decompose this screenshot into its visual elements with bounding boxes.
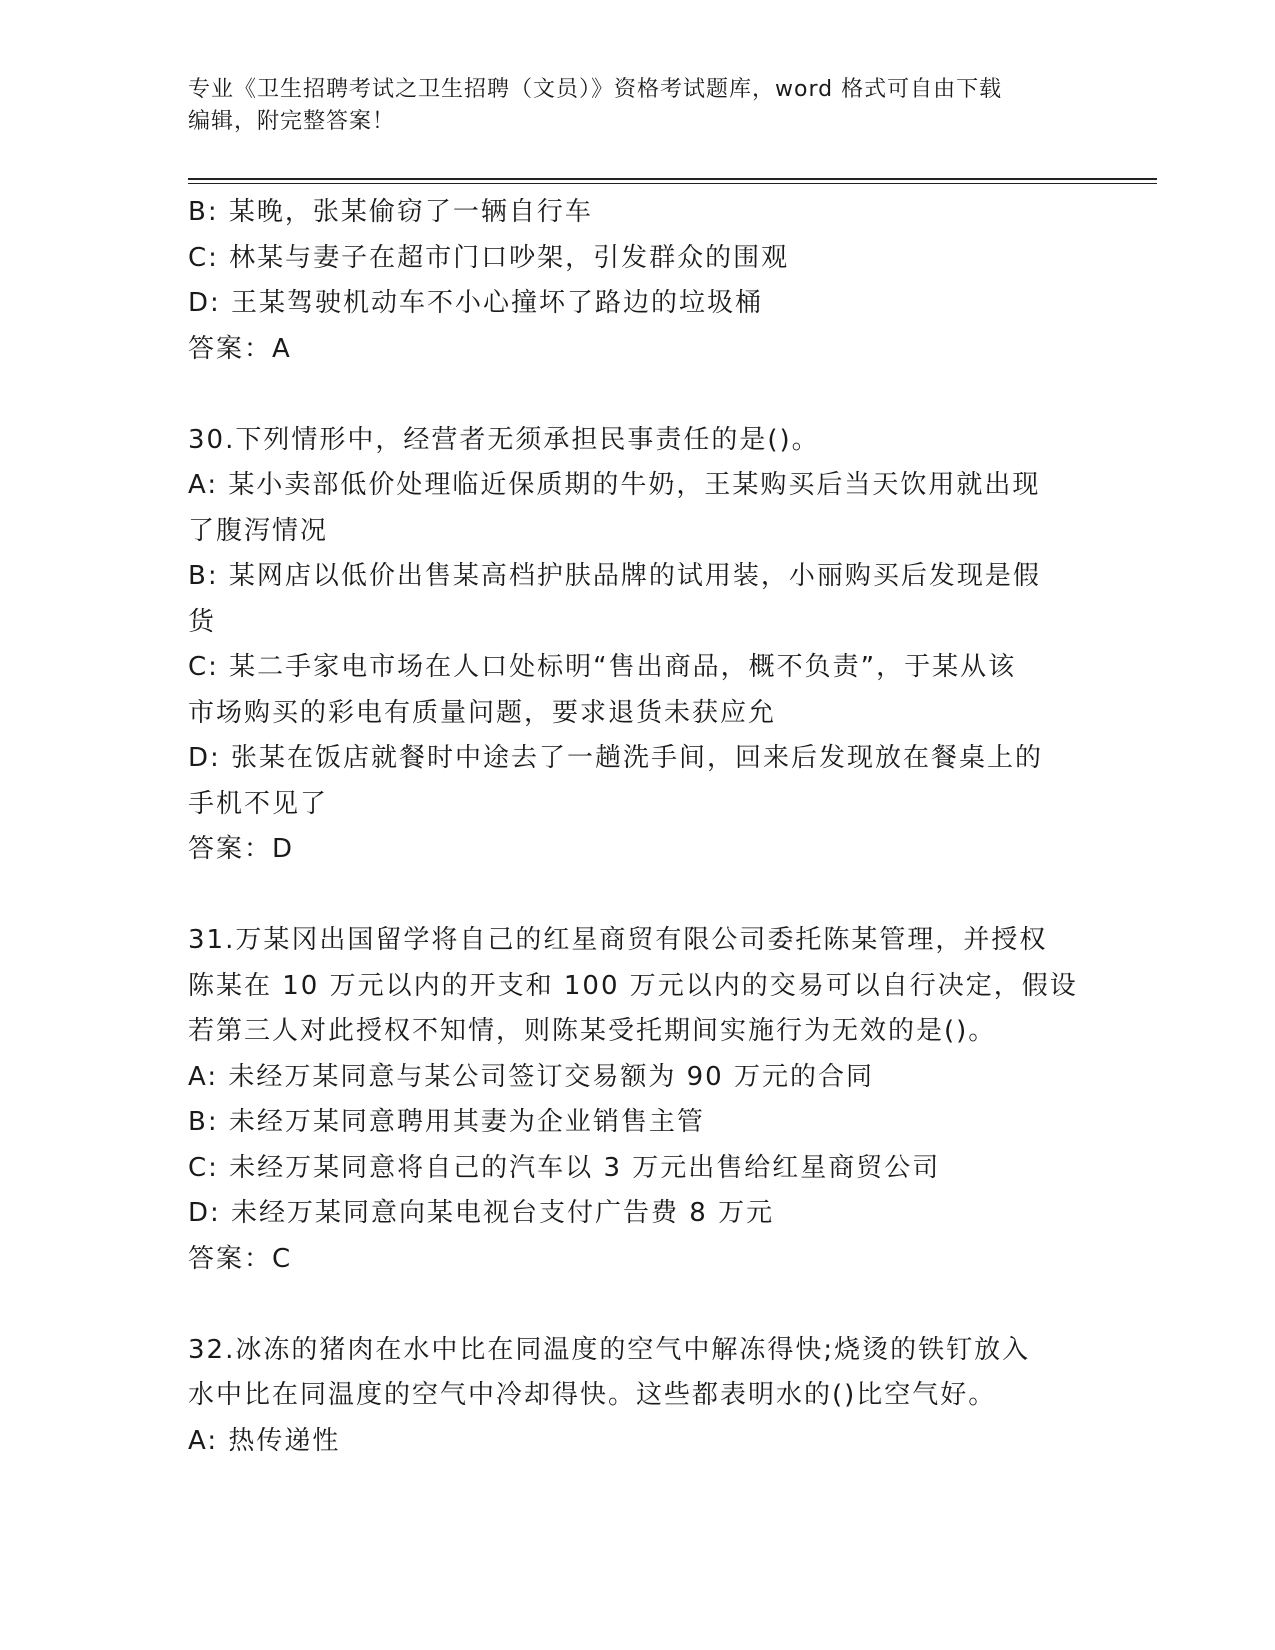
- header-line-1: 专业《卫生招聘考试之卫生招聘（文员）》资格考试题库，word 格式可自由下载: [188, 77, 1003, 102]
- header-line-2: 编辑，附完整答案！: [188, 109, 396, 134]
- option-d: D: 王某驾驶机动车不小心撞坏了路边的垃圾桶: [188, 288, 764, 318]
- answer-line: 答案：D: [188, 834, 295, 864]
- question-stem: 32.冰冻的猪肉在水中比在同温度的空气中解冻得快;烧烫的铁钉放入: [188, 1334, 1031, 1365]
- spacer: [188, 1282, 1088, 1328]
- option-a-continued: 了腹泻情况: [188, 515, 329, 546]
- option-b: B: 未经万某同意聘用其妻为企业销售主管: [188, 1107, 705, 1137]
- option-c-continued: 市场购买的彩电有质量问题，要求退货未获应允: [188, 697, 777, 728]
- spacer: [188, 372, 1088, 418]
- question-stem-continued: 陈某在 10 万元以内的开支和 100 万元以内的交易可以自行决定，假设: [188, 970, 1078, 1001]
- option-a: A: 某小卖部低价处理临近保质期的牛奶，王某购买后当天饮用就出现: [188, 470, 1041, 500]
- option-a: A: 未经万某同意与某公司签订交易额为 90 万元的合同: [188, 1061, 874, 1092]
- option-b-continued: 货: [188, 606, 217, 637]
- document-body: [188, 190, 1088, 1464]
- question-stem-continued: 若第三人对此授权不知情，则陈某受托期间实施行为无效的是()。: [188, 1016, 997, 1046]
- option-b: B: 某网店以低价出售某高档护肤品牌的试用装，小丽购买后发现是假: [188, 561, 1041, 591]
- question-stem: 31.万某冈出国留学将自己的红星商贸有限公司委托陈某管理，并授权: [188, 925, 1048, 955]
- header-divider-thin: [188, 183, 1157, 184]
- option-d: D: 张某在饭店就餐时中途去了一趟洗手间，回来后发现放在餐桌上的: [188, 743, 1044, 773]
- question-stem: 30.下列情形中，经营者无须承担民事责任的是()。: [188, 424, 820, 455]
- option-c: C: 林某与妻子在超市门口吵架，引发群众的围观: [188, 242, 790, 273]
- header-divider-thick: [188, 178, 1157, 180]
- option-d-continued: 手机不见了: [188, 788, 329, 819]
- document-header: [188, 74, 1088, 138]
- question-32: [188, 1328, 1088, 1465]
- option-c: C: 某二手家电市场在人口处标明“售出商品，概不负责”，于某从该: [188, 652, 1017, 682]
- answer-line: 答案：C: [188, 1243, 293, 1274]
- question-31: [188, 918, 1088, 1282]
- option-b: B: 某晚，张某偷窃了一辆自行车: [188, 197, 593, 227]
- option-d: D: 未经万某同意向某电视台支付广告费 8 万元: [188, 1198, 775, 1228]
- option-c: C: 未经万某同意将自己的汽车以 3 万元出售给红星商贸公司: [188, 1152, 941, 1183]
- question-30: [188, 418, 1088, 873]
- question-29-continued: [188, 190, 1088, 372]
- spacer: [188, 873, 1088, 919]
- answer-line: 答案：A: [188, 333, 292, 364]
- option-a: A: 热传递性: [188, 1425, 341, 1456]
- question-stem-continued: 水中比在同温度的空气中冷却得快。这些都表明水的()比空气好。: [188, 1380, 997, 1410]
